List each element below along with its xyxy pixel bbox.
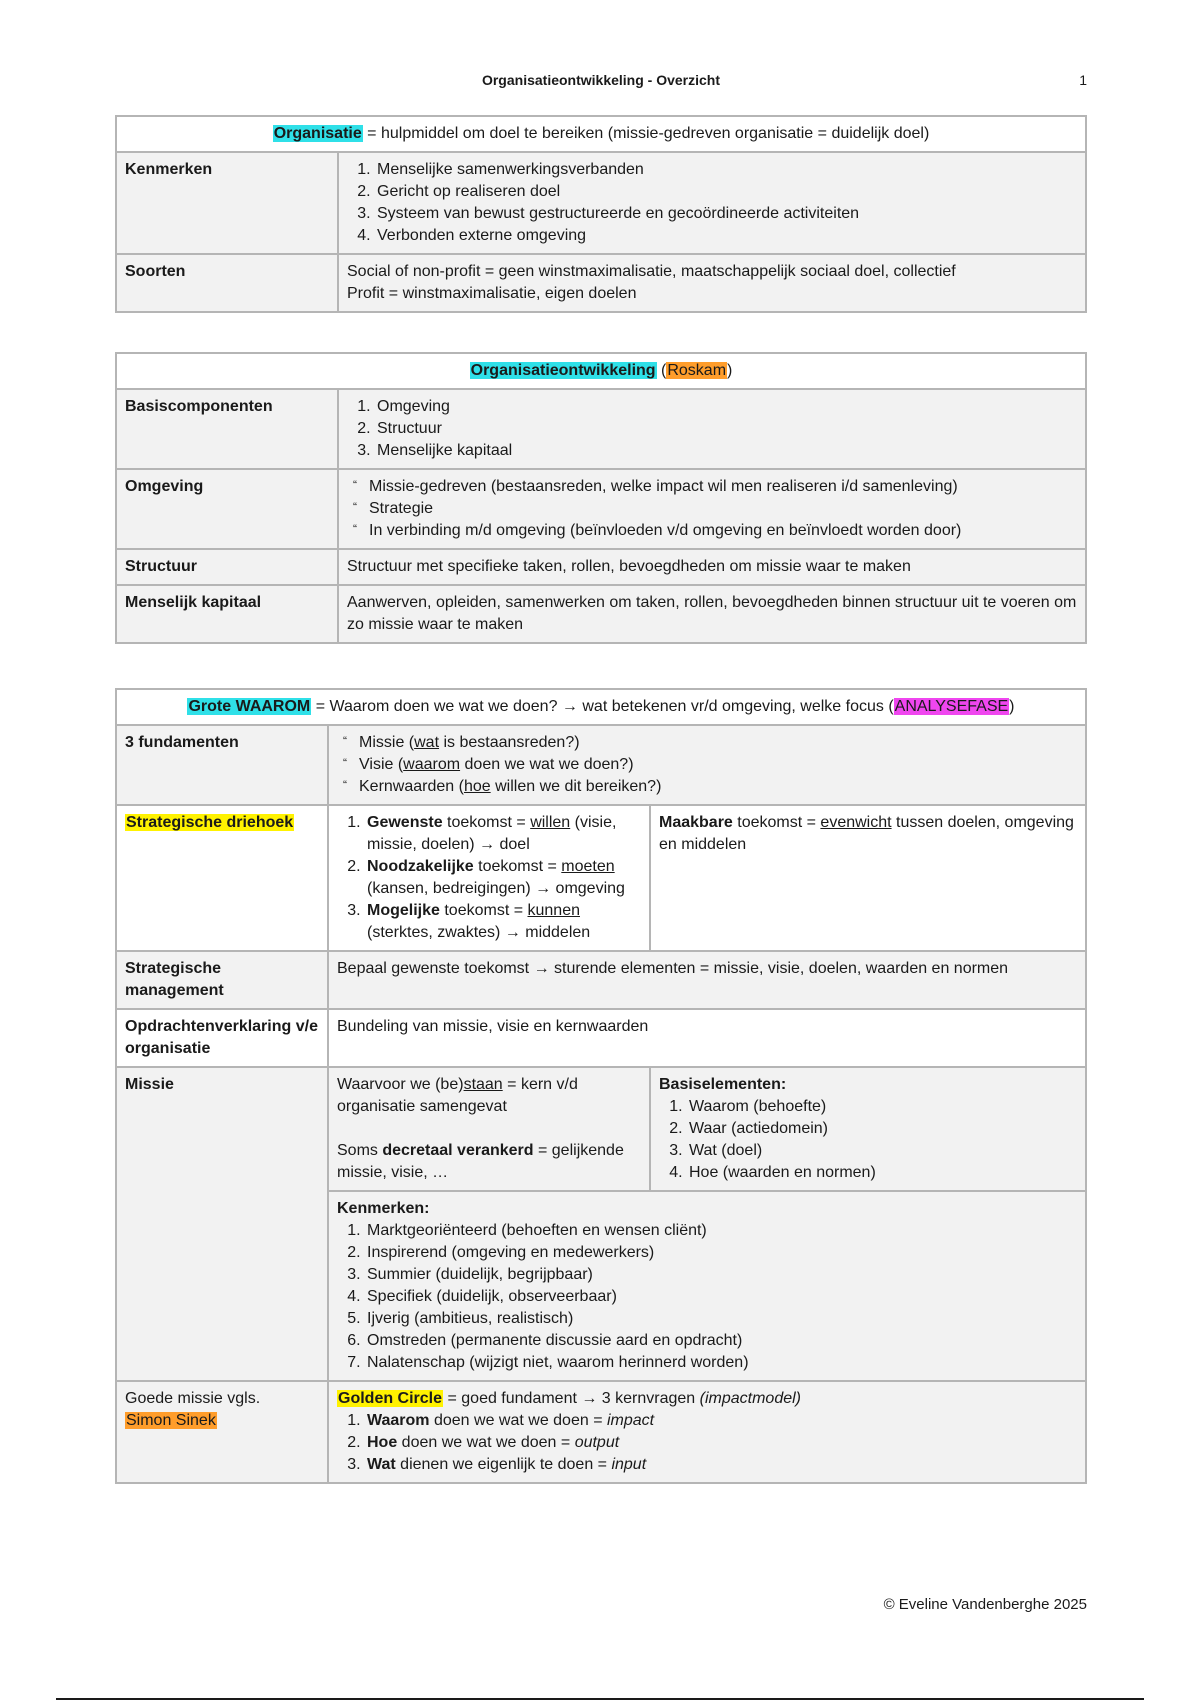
strategische-management-row: Strategische management Bepaal gewenste toekomst → sturende elementen = missie, visie, doelen, waarden en normen <box>116 951 1086 1009</box>
fundamenten-list <box>337 732 1077 798</box>
term-organisatie: Organisatie <box>273 125 362 142</box>
author-roskam: Roskam <box>667 362 727 379</box>
row-label: Missie <box>116 1067 328 1381</box>
basiscomponenten-list <box>347 396 1077 462</box>
organisatieontwikkeling-table <box>115 352 1087 644</box>
row-label: Kenmerken <box>116 152 338 254</box>
soorten-content: Social of non-profit = geen winstmaximalisatie, maatschappelijk sociaal doel, collectief Profit = winstmaximalisatie, eigen doelen <box>338 254 1086 312</box>
row-label: Basiscomponenten <box>116 389 338 469</box>
list-item: 1. Omgeving <box>375 396 1077 418</box>
list-item: 4. Specifiek (duidelijk, observeerbaar) <box>365 1286 1077 1308</box>
organisatie-table <box>115 115 1087 313</box>
list-item: “ Kernwaarden (hoe willen we dit bereiken?) <box>337 776 1077 798</box>
organisatieontwikkeling-header-row: Organisatieontwikkeling (Roskam) <box>116 353 1086 389</box>
menselijk-kapitaal-row: Menselijk kapitaal Aanwerven, opleiden, samenwerken om taken, rollen, bevoegdheden binnen structuur uit te voeren om zo missie waar te maken <box>116 585 1086 643</box>
list-item: 3. Menselijke kapitaal <box>375 440 1077 462</box>
grote-waarom-table <box>115 688 1087 1484</box>
kenmerken-list <box>347 159 1077 247</box>
list-item: 3. Systeem van bewust gestructureerde en gecoördineerde activiteiten <box>375 203 1077 225</box>
list-item: 1. Gewenste toekomst = willen (visie, missie, doelen) → doel <box>365 812 641 856</box>
row-label: 3 fundamenten <box>116 725 328 805</box>
list-item: 2. Noodzakelijke toekomst = moeten (kansen, bedreigingen) → omgeving <box>365 856 641 900</box>
row-label: Structuur <box>116 549 338 585</box>
strategische-driehoek-row <box>116 805 1086 951</box>
kenmerken-row <box>116 152 1086 254</box>
list-item: 1. Waarom doen we wat we doen = impact <box>365 1410 1077 1432</box>
missie-kenmerken-row: Kenmerken: 1. Marktgeoriënteerd (behoeften en wensen cliënt) 2. Inspirerend (omgeving en medewerkers) 3. Summier (duidelijk, begrijpbaar) 4. Specifiek (duidelijk, observeerbaar) 5. Ijverig (ambitieus, realistisch) 6. Omstreden (permanente discussie aard en opdracht) 7. Nalatenschap (wijzigt niet, waarom herinnerd worden) <box>116 1191 1086 1381</box>
list-item: “ Missie (wat is bestaansreden?) <box>337 732 1077 754</box>
organisatie-definition: Organisatie = hulpmiddel om doel te bereiken (missie-gedreven organisatie = duidelijk doel) <box>116 116 1086 152</box>
row-label: Opdrachtenverklaring v/e organisatie <box>116 1009 328 1067</box>
list-item: 2. Hoe doen we wat we doen = output <box>365 1432 1077 1454</box>
term-organisatieontwikkeling: Organisatieontwikkeling <box>470 362 656 379</box>
list-item: 1. Waarom (behoefte) <box>687 1096 1077 1118</box>
list-item: “ Visie (waarom doen we wat we doen?) <box>337 754 1077 776</box>
organisatie-header-row <box>116 116 1086 152</box>
omgeving-list <box>347 476 1077 542</box>
row-label: Soorten <box>116 254 338 312</box>
list-item: 4. Hoe (waarden en normen) <box>687 1162 1077 1184</box>
structuur-row: Structuur Structuur met specifieke taken, rollen, bevoegdheden om missie waar te maken <box>116 549 1086 585</box>
basiselementen-list <box>659 1096 1077 1184</box>
list-item: “ Missie-gedreven (bestaansreden, welke impact wil men realiseren i/d samenleving) <box>347 476 1077 498</box>
fundamenten-row <box>116 725 1086 805</box>
opdrachtenverklaring-row: Opdrachtenverklaring v/e organisatie Bundeling van missie, visie en kernwaarden <box>116 1009 1086 1067</box>
omgeving-row <box>116 469 1086 549</box>
basiselementen: Basiselementen: 1. Waarom (behoefte) 2. Waar (actiedomein) 3. Wat (doel) 4. Hoe (waarden en normen) <box>650 1067 1086 1191</box>
row-label: Omgeving <box>116 469 338 549</box>
copyright-footer: © Eveline Vandenberghe 2025 <box>883 1596 1087 1613</box>
row-label: Menselijk kapitaal <box>116 585 338 643</box>
list-item: 5. Ijverig (ambitieus, realistisch) <box>365 1308 1077 1330</box>
missie-kenmerken-list <box>337 1220 1077 1374</box>
list-item: 3. Wat (doel) <box>687 1140 1077 1162</box>
author-simon-sinek: Simon Sinek <box>126 1412 216 1429</box>
row-label: Strategische management <box>116 951 328 1009</box>
maakbare-toekomst: Maakbare toekomst = evenwicht tussen doelen, omgeving en middelen <box>650 805 1086 951</box>
document-title: Organisatieontwikkeling - Overzicht <box>481 72 721 88</box>
golden-circle-row: Goede missie vgls. Simon Sinek Golden Circle = goed fundament → 3 kernvragen (impactmodel) 1. Waarom doen we wat we doen = impact 2. Hoe doen we wat we doen = output 3. Wat dienen we eigenlijk te doen = input <box>116 1381 1086 1483</box>
list-item: “ Strategie <box>347 498 1077 520</box>
list-item: 3. Wat dienen we eigenlijk te doen = input <box>365 1454 1077 1476</box>
list-item: 4. Verbonden externe omgeving <box>375 225 1077 247</box>
soorten-row <box>116 254 1086 312</box>
page-number: 1 <box>1079 72 1087 88</box>
term-grote-waarom: Grote WAAROM <box>188 698 311 715</box>
kenmerken-content <box>338 152 1086 254</box>
strategische-driehoek-label: Strategische driehoek <box>126 814 294 831</box>
toekomst-list <box>337 812 641 944</box>
basiscomponenten-row <box>116 389 1086 469</box>
analysefase-badge: ANALYSEFASE <box>894 698 1009 715</box>
page-header <box>115 72 1087 94</box>
list-item: 3. Mogelijke toekomst = kunnen (sterktes, zwaktes) → middelen <box>365 900 641 944</box>
grote-waarom-header-row: Grote WAAROM = Waarom doen we wat we doen? → wat betekenen vr/d omgeving, welke focus (ANALYSEFASE) <box>116 689 1086 725</box>
list-item: 1. Marktgeoriënteerd (behoeften en wensen cliënt) <box>365 1220 1077 1242</box>
list-item: 3. Summier (duidelijk, begrijpbaar) <box>365 1264 1077 1286</box>
list-item: 2. Waar (actiedomein) <box>687 1118 1077 1140</box>
list-item: 2. Inspirerend (omgeving en medewerkers) <box>365 1242 1077 1264</box>
list-item: 1. Menselijke samenwerkingsverbanden <box>375 159 1077 181</box>
list-item: “ In verbinding m/d omgeving (beïnvloeden v/d omgeving en beïnvloedt worden door) <box>347 520 1077 542</box>
list-item: 2. Gericht op realiseren doel <box>375 181 1077 203</box>
missie-row <box>116 1067 1086 1191</box>
list-item: 6. Omstreden (permanente discussie aard en opdracht) <box>365 1330 1077 1352</box>
list-item: 7. Nalatenschap (wijzigt niet, waarom herinnerd worden) <box>365 1352 1077 1374</box>
golden-circle-list <box>337 1410 1077 1476</box>
term-golden-circle: Golden Circle <box>338 1390 443 1407</box>
missie-definition: Waarvoor we (be)staan = kern v/d organisatie samengevat Soms decretaal verankerd = gelijkende missie, visie, … <box>328 1067 650 1191</box>
list-item: 2. Structuur <box>375 418 1077 440</box>
